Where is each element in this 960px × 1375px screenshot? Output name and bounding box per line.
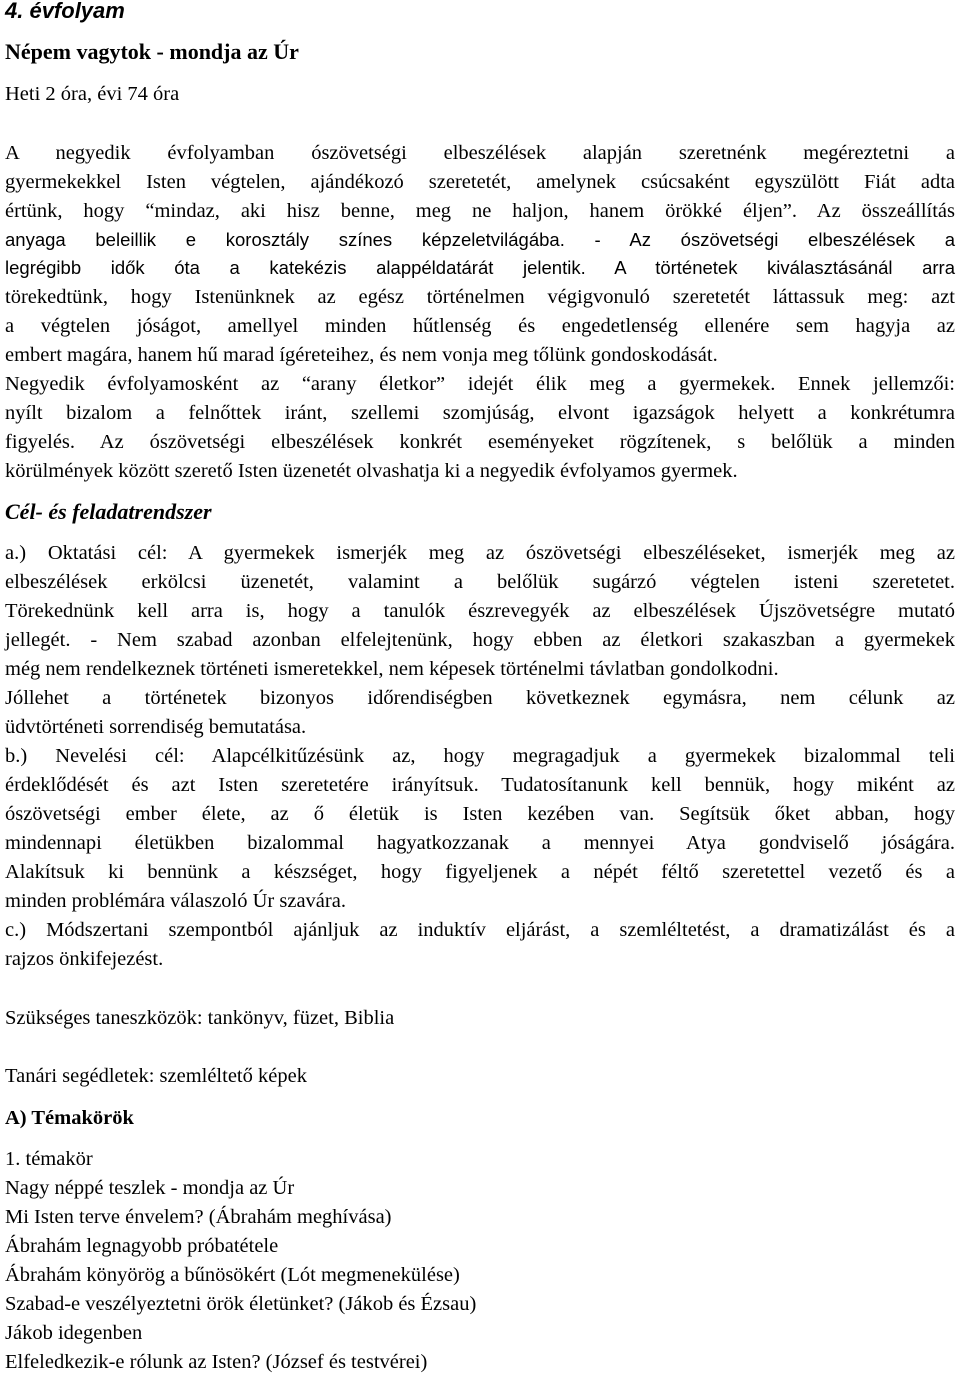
intro-line: anyaga beleillik e korosztály színes képzeletvilágába. - Az ószövetségi elbeszélések a — [5, 229, 955, 250]
goals-line: elbeszélések erkölcsi üzenetét, valamint a belőlük sugárzó végtelen isteni szeretetet. — [5, 571, 955, 593]
topic-line: 1. témakör — [5, 1148, 93, 1170]
topic-line: Elfeledkezik-e rólunk az Isten? (József és testvérei) — [5, 1351, 428, 1373]
goals-line: rajzos önkifejezést. — [5, 948, 164, 970]
intro-line: értünk, hogy “mindaz, aki hisz benne, meg ne haljon, hanem örökké éljen”. Az összeállítás — [5, 200, 955, 222]
intro-line: törekedtünk, hogy Istenünknek az egész történelmen végigvonuló szeretetét láttassuk meg: azt — [5, 286, 955, 308]
goals-line: b.) Nevelési cél: Alapcélkitűzésünk az, hogy megragadjuk a gyermekek bizalommal teli — [5, 745, 955, 767]
goals-line: ószövetségi ember élete, az ő életük is Isten kezében van. Segítsük őket abban, hogy — [5, 803, 955, 825]
goals-line: üdvtörténeti sorrendiség bemutatása. — [5, 716, 307, 738]
intro-line: Negyedik évfolyamosként az “arany életkor” idejét élik meg a gyermekek. Ennek jellemzői: — [5, 373, 955, 395]
topic-line: Mi Isten terve énvelem? (Ábrahám meghívása) — [5, 1206, 392, 1228]
topic-line: Ábrahám legnagyobb próbatétele — [5, 1235, 279, 1257]
topic-line: Ábrahám könyörög a bűnösökért (Lót megmenekülése) — [5, 1264, 460, 1286]
goals-line: c.) Módszertani szempontból ajánljuk az induktív eljárást, a szemléltetést, a dramatizálást és a — [5, 919, 955, 941]
goals-line: minden problémára válaszoló Úr szavára. — [5, 890, 346, 912]
intro-line: nyílt bizalom a felnőttek iránt, szellemi szomjúság, elvont igazságok helyett a konkrétumra — [5, 402, 955, 424]
topic-line: Jákob idegenben — [5, 1322, 143, 1344]
goals-line: érdeklődését és azt Isten szeretetére irányítsuk. Tudatosítanunk kell bennük, hogy miként az — [5, 774, 955, 796]
goals-line: még nem rendelkeznek történeti ismeretekkel, nem képesek történelmi távlatban gondolkodni. — [5, 658, 779, 680]
intro-line: körülmények között szerető Isten üzenetét olvashatja ki a negyedik évfolyamos gyermek. — [5, 460, 738, 482]
teacher-aids-line: Tanári segédletek: szemléltető képek — [5, 1065, 307, 1087]
goals-line: Jóllehet a történetek bizonyos időrendiségben következnek egymásra, nem célunk az — [5, 687, 955, 709]
goals-line: a.) Oktatási cél: A gyermekek ismerjék meg az ószövetségi elbeszéléseket, ismerjék meg az — [5, 542, 955, 564]
tools-line: Szükséges taneszközök: tankönyv, füzet, Biblia — [5, 1007, 395, 1029]
topics-heading: A) Témakörök — [5, 1107, 134, 1129]
topic-line: Szabad-e veszélyeztetni örök életünket? (Jákob és Ézsau) — [5, 1293, 477, 1315]
goals-line: mindennapi életükben bizalommal hagyatkozzanak a mennyei Atya gondviselő jóságára. — [5, 832, 955, 854]
intro-line: embert magára, hanem hű marad ígéreteihez, és nem vonja meg tőlünk gondoskodását. — [5, 344, 718, 366]
intro-line: A negyedik évfolyamban ószövetségi elbeszélések alapján szeretnénk megéreztetni a — [5, 142, 955, 164]
goals-line: jellegét. - Nem szabad azonban elfelejtenünk, hogy ebben az életkori szakaszban a gyermekek — [5, 629, 955, 651]
goals-line: Törekednünk kell arra is, hogy a tanulók észrevegyék az elbeszélések Újszövetségre mutató — [5, 600, 955, 622]
intro-line: figyelés. Az ószövetségi elbeszélések konkrét eseményeket rögzítenek, s belőlük a minden — [5, 431, 955, 453]
intro-line: legrégibb idők óta a katekézis alappéldatárát jelentik. A történetek kiválasztásánál arra — [5, 257, 955, 278]
intro-line: gyermekekkel Isten végtelen, ajándékozó szeretetét, amelynek csúcsaként egyszülött Fiát adta — [5, 171, 955, 193]
grade-heading: 4. évfolyam — [5, 0, 125, 23]
intro-line: a végtelen jóságot, amellyel minden hűtlenség és engedetlenség ellenére sem hagyja az — [5, 315, 955, 337]
goals-heading: Cél- és feladatrendszer — [5, 499, 212, 524]
goals-line: Alakítsuk ki bennünk a készséget, hogy figyeljenek a népét féltő szeretettel vezető és a — [5, 861, 955, 883]
topic-line: Nagy néppé teszlek - mondja az Úr — [5, 1177, 295, 1199]
page-title: Népem vagytok - mondja az Úr — [5, 39, 299, 64]
hours-line: Heti 2 óra, évi 74 óra — [5, 83, 180, 105]
